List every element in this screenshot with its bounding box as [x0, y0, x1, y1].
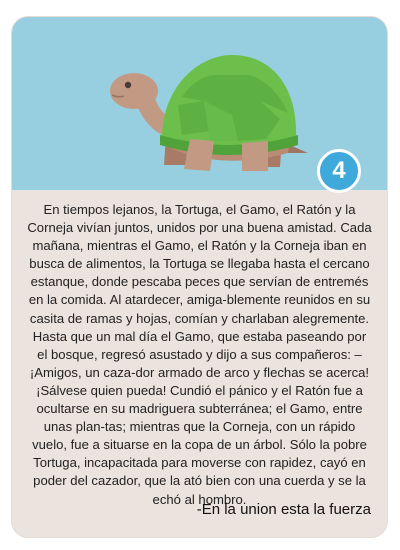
story-card: [12, 17, 387, 537]
turtle-eye: [125, 82, 131, 88]
story-moral: -En la union esta la fuerza: [196, 501, 371, 518]
card-number-badge: 4: [317, 149, 361, 193]
turtle-head: [110, 73, 158, 109]
turtle-leg-back-near: [242, 141, 268, 171]
turtle-illustration: [82, 35, 322, 185]
story-text: En tiempos lejanos, la Tortuga, el Gamo, el Ratón y la Corneja vivían juntos, unidos por una buena amistad. Cada mañana, mientras el Gamo, el Ratón y la Corneja iban en busca de alimentos, la Tortuga se llegaba hasta el cercano estanque, donde pescaba peces que servían de entremés en la comida. Al atardecer, amiga-blemente reunidos en su casita de ramas y hojas, comían y charlaban alegremente. Hasta que un mal día el Gamo, que estaba paseando por el bosque, regresó asustado y dijo a sus compañeros: – ¡Amigos, un caza-dor armado de arco y flechas se acerca! ¡Sálvese quien pueda! Cundió el pánico y el Ratón fue a ocultarse en su madriguera subterránea; el Gamo, entre unas plan-tas; mientras que la Corneja, con un rápido vuelo, fue a situarse en la copa de un árbol. Sólo la pobre Tortuga, incapacitada para moverse con rapidez, cayó en poder del cazador, que la ató bien con una cuerda y se la echó al hombro.: [27, 202, 372, 507]
